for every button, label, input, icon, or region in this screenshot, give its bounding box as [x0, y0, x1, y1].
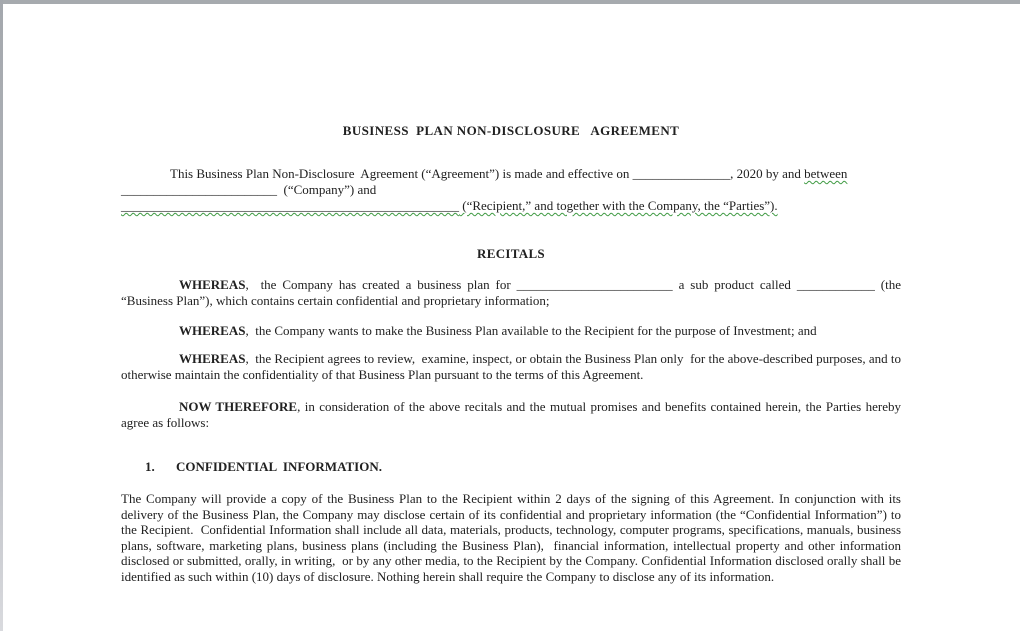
- whereas-paragraph-3: [121, 351, 905, 383]
- whereas-label: WHEREAS: [179, 277, 246, 292]
- document-page: [121, 0, 905, 585]
- recipient-name-blank[interactable]: ____________________________________________________: [121, 198, 459, 213]
- whereas-paragraph-2: [121, 323, 901, 339]
- intro-line-2: [121, 182, 901, 198]
- intro-line-1: [121, 166, 901, 182]
- whereas-label: WHEREAS: [179, 351, 246, 366]
- section-1-heading: [121, 459, 901, 475]
- text-run: , the Recipient agrees to review, examine, inspect, or obtain the Business Plan only for the above-described purposes, and to otherwise maintain the confidentiality of that Business Plan pursuant to the terms of this Agreement.: [121, 351, 905, 382]
- text-run: (the “Business Plan”), which contains certain confidential and proprietary information;: [121, 277, 905, 308]
- text-run: a sub product called: [672, 277, 797, 292]
- grammar-flagged-word: between: [804, 166, 848, 181]
- text-run: , the Company has created a business plan for: [245, 277, 517, 292]
- effective-date-blank[interactable]: _______________: [632, 166, 731, 181]
- document-title: BUSINESS PLAN NON-DISCLOSURE AGREEMENT: [342, 123, 680, 138]
- intro-paragraph: [121, 166, 901, 214]
- now-therefore-label: NOW THEREFORE: [179, 399, 298, 414]
- text-run: This Business Plan Non-Disclosure Agreement (“Agreement”) is made and effective on: [170, 166, 633, 181]
- sub-product-blank[interactable]: ____________: [796, 277, 875, 292]
- grammar-flagged-text: (“Recipient,” and together with the Company, the “Parties”).: [459, 198, 778, 213]
- text-run: , 2020 by and: [730, 166, 805, 181]
- intro-line-3: [121, 198, 901, 214]
- text-run: , the Company wants to make the Business Plan available to the Recipient for the purpose of Investment; and: [245, 323, 817, 338]
- now-therefore-paragraph: [121, 399, 905, 431]
- section-title: CONFIDENTIAL INFORMATION.: [176, 459, 382, 474]
- section-number: 1.: [145, 459, 155, 474]
- whereas-label: WHEREAS: [179, 323, 246, 338]
- window-left-edge: [0, 0, 3, 631]
- whereas-paragraph-1: [121, 277, 905, 309]
- recitals-heading: RECITALS: [477, 246, 545, 261]
- company-name-blank[interactable]: ________________________: [121, 182, 277, 197]
- text-run: (“Company”) and: [277, 182, 377, 197]
- text-run: , in consideration of the above recitals and the mutual promises and benefits contained herein, the Parties hereby agree as follows:: [121, 399, 905, 430]
- section-1-body: The Company will provide a copy of the Business Plan to the Recipient within 2 days of the signing of this Agreement. In conjunction with its delivery of the Business Plan, the Company may disclose certain of its confidential and proprietary information (the “Confidential Information”) to the Recipient. Confidential Information shall include all data, materials, products, technology, computer programs, specifications, manuals, business plans, software, marketing plans, business plans (including the Business Plan), financial information, intellectual property and other information disclosed or submitted, orally, in writing, or by any other media, to the Recipient by the Company. Confidential Information disclosed orally shall be identified as such within (10) days of disclosure. Nothing herein shall require the Company to disclose any of its information.: [121, 491, 905, 584]
- business-plan-for-blank[interactable]: ________________________: [516, 277, 673, 292]
